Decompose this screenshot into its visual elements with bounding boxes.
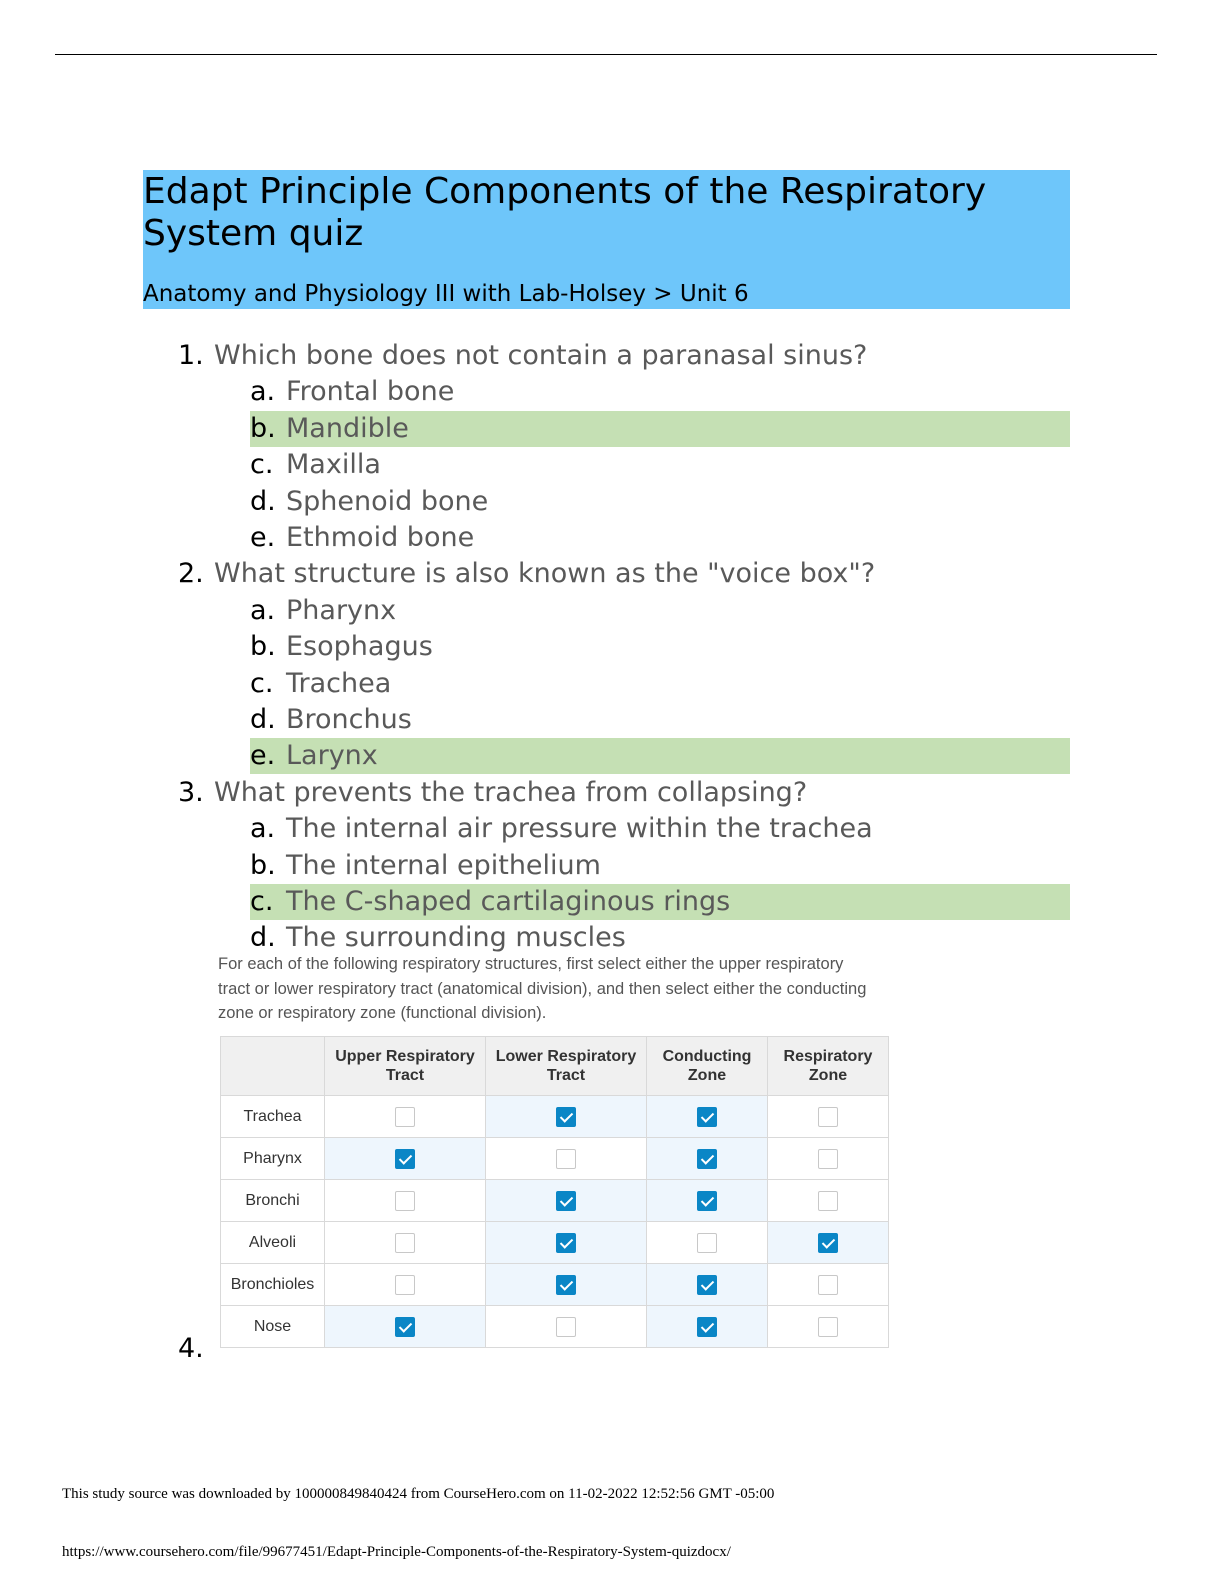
matrix-row [221,1096,889,1138]
checkbox-checked[interactable] [556,1107,576,1127]
column-conducting-zone: Conducting Zone [647,1037,768,1096]
checkbox-checked[interactable] [818,1233,838,1253]
checkbox-checked[interactable] [556,1233,576,1253]
answer-option[interactable] [250,447,1070,483]
matrix-cell-respiratory-zone [768,1222,889,1264]
checkbox-unchecked[interactable] [818,1317,838,1337]
option-letter: b. [250,631,276,663]
option-text: Larynx [286,740,378,772]
checkbox-unchecked[interactable] [395,1275,415,1295]
matrix-cell-conducting-zone [647,1180,768,1222]
question-2 [178,556,875,592]
matrix-corner-cell [221,1037,325,1096]
matrix-cell-lower-respiratory-tract [486,1180,647,1222]
option-text: Mandible [286,412,409,444]
matrix-cell-conducting-zone [647,1264,768,1306]
checkbox-checked[interactable] [556,1275,576,1295]
checkbox-unchecked[interactable] [395,1233,415,1253]
question-text: What structure is also known as the "voice box"? [214,558,876,590]
option-letter: a. [250,813,276,845]
matrix-cell-conducting-zone [647,1222,768,1264]
option-letter: c. [250,449,274,481]
matrix-cell-upper-respiratory-tract [325,1180,486,1222]
matrix-cell-respiratory-zone [768,1096,889,1138]
course-breadcrumb: Anatomy and Physiology III with Lab-Holsey > Unit 6 [143,281,749,307]
question-number: 1. [178,340,204,371]
matrix-row [221,1306,889,1348]
answer-option[interactable] [250,484,1070,520]
column-upper-respiratory-tract: Upper Respiratory Tract [325,1037,486,1096]
column-lower-respiratory-tract: Lower Respiratory Tract [486,1037,647,1096]
option-letter: c. [250,667,274,699]
option-text: Pharynx [286,594,397,626]
matrix-cell-conducting-zone [647,1306,768,1348]
column-respiratory-zone: Respiratory Zone [768,1037,889,1096]
option-letter: b. [250,849,276,881]
answer-option-correct[interactable] [250,411,1070,447]
matrix-cell-upper-respiratory-tract [325,1138,486,1180]
checkbox-checked[interactable] [395,1149,415,1169]
checkbox-unchecked[interactable] [818,1275,838,1295]
option-text: Ethmoid bone [286,522,475,553]
row-label: Alveoli [221,1222,325,1264]
option-letter: a. [250,376,276,408]
checkbox-unchecked[interactable] [395,1107,415,1127]
option-text: The internal epithelium [286,849,601,881]
option-text: The internal air pressure within the trachea [286,813,873,845]
matrix-cell-lower-respiratory-tract [486,1264,647,1306]
checkbox-unchecked[interactable] [818,1149,838,1169]
question-text: Which bone does not contain a paranasal sinus? [214,340,868,371]
option-text: Bronchus [286,704,412,735]
checkbox-unchecked[interactable] [818,1107,838,1127]
option-letter: d. [250,922,276,954]
matrix-cell-upper-respiratory-tract [325,1264,486,1306]
answer-option[interactable] [250,920,1070,956]
quiz-title: Edapt Principle Components of the Respiratory System quiz [143,171,987,254]
row-label: Trachea [221,1096,325,1138]
checkbox-unchecked[interactable] [697,1233,717,1253]
option-letter: a. [250,594,276,626]
matrix-cell-conducting-zone [647,1138,768,1180]
matrix-row [221,1264,889,1306]
answer-option-correct[interactable] [250,738,1070,774]
matrix-cell-lower-respiratory-tract [486,1306,647,1348]
matrix-cell-respiratory-zone [768,1180,889,1222]
checkbox-checked[interactable] [697,1149,717,1169]
matrix-cell-conducting-zone [647,1096,768,1138]
answer-option[interactable] [250,702,1070,738]
respiratory-matrix [220,1036,889,1348]
option-text: The surrounding muscles [286,922,626,954]
matrix-cell-upper-respiratory-tract [325,1096,486,1138]
option-letter: b. [250,412,276,444]
matrix-cell-upper-respiratory-tract [325,1306,486,1348]
option-text: Esophagus [286,631,433,663]
question-1 [178,338,867,374]
checkbox-checked[interactable] [556,1191,576,1211]
matrix-cell-lower-respiratory-tract [486,1096,647,1138]
answer-option[interactable] [250,374,1070,410]
question-text: What prevents the trachea from collapsing? [214,776,808,808]
matrix-cell-respiratory-zone [768,1306,889,1348]
matrix-cell-upper-respiratory-tract [325,1222,486,1264]
checkbox-unchecked[interactable] [556,1317,576,1337]
matrix-header-row [221,1037,889,1096]
checkbox-checked[interactable] [697,1191,717,1211]
checkbox-unchecked[interactable] [818,1191,838,1211]
option-text: The C-shaped cartilaginous rings [286,886,731,917]
matrix-row [221,1138,889,1180]
matrix-cell-respiratory-zone [768,1138,889,1180]
checkbox-unchecked[interactable] [395,1191,415,1211]
answer-option[interactable] [250,848,1070,884]
row-label: Pharynx [221,1138,325,1180]
option-letter: d. [250,485,276,517]
answer-option[interactable] [250,811,1070,847]
question-4-number: 4. [178,1333,204,1364]
source-url[interactable]: https://www.coursehero.com/file/99677451/Edapt-Principle-Components-of-the-Respiratory-System-quizdocx/ [62,1544,731,1560]
answer-option[interactable] [250,593,1070,629]
row-label: Bronchioles [221,1264,325,1306]
checkbox-checked[interactable] [697,1107,717,1127]
download-notice: This study source was downloaded by 100000849840424 from CourseHero.com on 11-02-2022 12:52:56 GMT -05:00 [62,1486,775,1502]
matrix-row [221,1180,889,1222]
matrix-cell-respiratory-zone [768,1264,889,1306]
question-3 [178,775,807,811]
top-rule [55,54,1157,55]
question-number: 3. [178,776,204,808]
checkbox-checked[interactable] [395,1317,415,1337]
option-text: Sphenoid bone [286,485,489,517]
option-letter: c. [250,886,274,917]
matrix-cell-lower-respiratory-tract [486,1222,647,1264]
option-text: Maxilla [286,449,381,481]
answer-option-correct[interactable] [250,884,1070,920]
option-text: Frontal bone [286,376,455,408]
question-number: 2. [178,558,204,590]
option-letter: e. [250,522,276,553]
checkbox-unchecked[interactable] [556,1149,576,1169]
header-banner [143,170,1070,309]
matrix-row [221,1222,889,1264]
row-label: Bronchi [221,1180,325,1222]
answer-option[interactable] [250,520,1070,556]
matrix-cell-lower-respiratory-tract [486,1138,647,1180]
question-4-instructions: For each of the following respiratory structures, first select either the upper respiratory tract or lower respiratory tract (anatomical division), and then select either the conducting zone or respiratory zone (functional division). [218,955,867,1022]
option-text: Trachea [286,667,392,699]
checkbox-checked[interactable] [697,1275,717,1295]
option-letter: d. [250,704,276,735]
option-letter: e. [250,740,276,772]
row-label: Nose [221,1306,325,1348]
answer-option[interactable] [250,629,1070,665]
answer-option[interactable] [250,666,1070,702]
checkbox-checked[interactable] [697,1317,717,1337]
